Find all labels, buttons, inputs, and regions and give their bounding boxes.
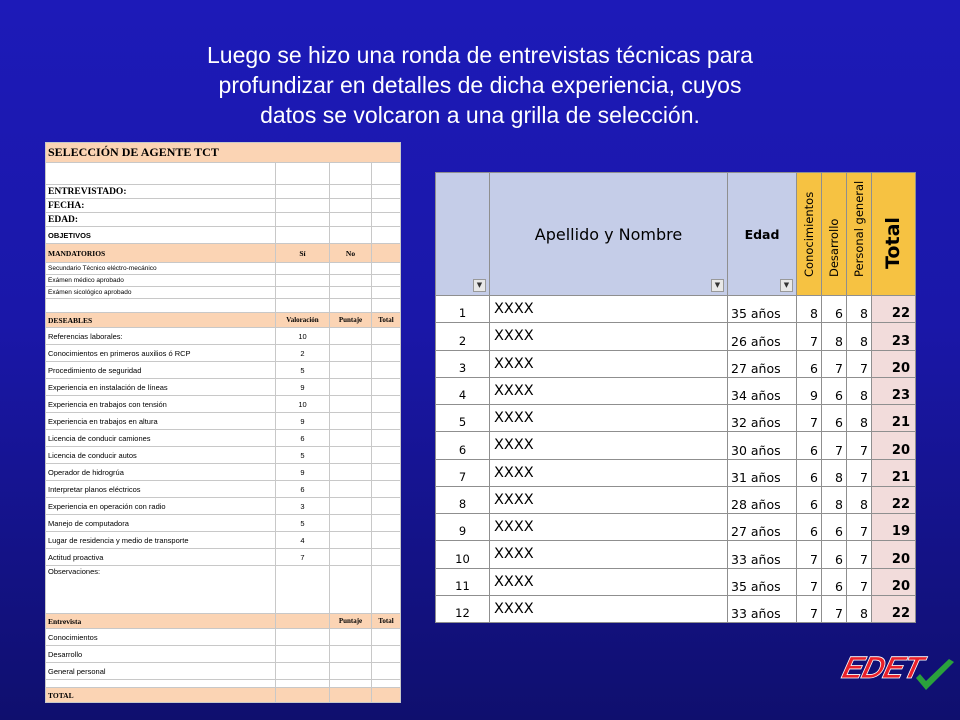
row-conocimientos: 6 bbox=[797, 486, 822, 513]
row-total: 22 bbox=[872, 486, 916, 513]
si-header: Sí bbox=[276, 244, 330, 263]
desirable-value: 7 bbox=[276, 549, 330, 566]
desirable-value: 6 bbox=[276, 430, 330, 447]
row-total: 23 bbox=[872, 323, 916, 350]
row-number: 4 bbox=[436, 377, 490, 404]
desirable-value: 10 bbox=[276, 328, 330, 345]
edet-logo bbox=[838, 648, 958, 694]
row-age: 33 años bbox=[728, 595, 797, 622]
desirable-item: Procedimiento de seguridad bbox=[46, 362, 276, 379]
form-title: SELECCIÓN DE AGENTE TCT bbox=[46, 143, 401, 163]
row-age: 35 años bbox=[728, 296, 797, 323]
puntaje-header: Puntaje bbox=[330, 313, 372, 328]
row-total: 20 bbox=[872, 350, 916, 377]
row-age: 34 años bbox=[728, 377, 797, 404]
personal-column-header bbox=[847, 173, 872, 296]
grid-row bbox=[436, 405, 916, 432]
fecha-label: FECHA: bbox=[46, 199, 276, 213]
heading-line-1: Luego se hizo una ronda de entrevistas técnicas para bbox=[207, 42, 753, 68]
row-personal: 8 bbox=[847, 486, 872, 513]
interview-item: General personal bbox=[46, 663, 276, 680]
row-total: 23 bbox=[872, 377, 916, 404]
row-personal: 7 bbox=[847, 459, 872, 486]
filter-dropdown-icon[interactable]: ▼ bbox=[473, 279, 486, 292]
desirable-item: Experiencia en trabajos con tensión bbox=[46, 396, 276, 413]
filter-dropdown-icon[interactable]: ▼ bbox=[711, 279, 724, 292]
row-conocimientos: 7 bbox=[797, 405, 822, 432]
row-name: XXXX bbox=[490, 350, 728, 377]
age-header-label: Edad bbox=[744, 226, 780, 242]
interview-item: Conocimientos bbox=[46, 629, 276, 646]
row-conocimientos: 6 bbox=[797, 459, 822, 486]
row-name: XXXX bbox=[490, 568, 728, 595]
desirable-value: 6 bbox=[276, 481, 330, 498]
row-total: 20 bbox=[872, 432, 916, 459]
row-personal: 7 bbox=[847, 514, 872, 541]
row-total: 21 bbox=[872, 405, 916, 432]
grid-row bbox=[436, 514, 916, 541]
row-conocimientos: 7 bbox=[797, 568, 822, 595]
grid-row bbox=[436, 541, 916, 568]
desirable-value: 5 bbox=[276, 362, 330, 379]
desirable-item: Experiencia en operación con radio bbox=[46, 498, 276, 515]
row-personal: 8 bbox=[847, 405, 872, 432]
edad-label: EDAD: bbox=[46, 213, 276, 227]
total-column-header bbox=[872, 173, 916, 296]
row-desarrollo: 7 bbox=[822, 432, 847, 459]
row-number: 11 bbox=[436, 568, 490, 595]
row-number: 10 bbox=[436, 541, 490, 568]
total-header: Total bbox=[372, 313, 401, 328]
row-conocimientos: 9 bbox=[797, 377, 822, 404]
name-header-label: Apellido y Nombre bbox=[534, 224, 683, 244]
grid-row bbox=[436, 377, 916, 404]
row-total: 20 bbox=[872, 541, 916, 568]
desirable-item: Conocimientos en primeros auxilios ó RCP bbox=[46, 345, 276, 362]
row-personal: 7 bbox=[847, 568, 872, 595]
grid-row bbox=[436, 459, 916, 486]
grid-row bbox=[436, 486, 916, 513]
row-desarrollo: 8 bbox=[822, 486, 847, 513]
row-name: XXXX bbox=[490, 323, 728, 350]
row-total: 22 bbox=[872, 595, 916, 622]
personal-header-label: Personal general bbox=[852, 180, 866, 277]
grid-row bbox=[436, 296, 916, 323]
row-number: 1 bbox=[436, 296, 490, 323]
row-desarrollo: 8 bbox=[822, 459, 847, 486]
desirable-item: Manejo de computadora bbox=[46, 515, 276, 532]
row-age: 33 años bbox=[728, 541, 797, 568]
row-conocimientos: 7 bbox=[797, 595, 822, 622]
desirable-item: Actitud proactiva bbox=[46, 549, 276, 566]
desirable-item: Experiencia en instalación de líneas bbox=[46, 379, 276, 396]
row-personal: 7 bbox=[847, 432, 872, 459]
row-name: XXXX bbox=[490, 514, 728, 541]
row-desarrollo: 6 bbox=[822, 377, 847, 404]
form-total-label: TOTAL bbox=[46, 688, 276, 703]
conocimientos-header-label: Conocimientos bbox=[802, 191, 816, 277]
row-personal: 7 bbox=[847, 350, 872, 377]
desirable-value: 10 bbox=[276, 396, 330, 413]
row-desarrollo: 7 bbox=[822, 350, 847, 377]
row-conocimientos: 6 bbox=[797, 432, 822, 459]
row-desarrollo: 8 bbox=[822, 323, 847, 350]
row-age: 27 años bbox=[728, 350, 797, 377]
grid-row bbox=[436, 595, 916, 622]
desirable-item: Licencia de conducir autos bbox=[46, 447, 276, 464]
heading-line-2: profundizar en detalles de dicha experiencia, cuyos bbox=[218, 72, 742, 98]
entrevista-total-header: Total bbox=[372, 614, 401, 629]
row-personal: 8 bbox=[847, 323, 872, 350]
row-number: 3 bbox=[436, 350, 490, 377]
row-conocimientos: 8 bbox=[797, 296, 822, 323]
grid-row bbox=[436, 350, 916, 377]
row-total: 22 bbox=[872, 296, 916, 323]
selection-grid bbox=[435, 172, 916, 623]
desirable-value: 5 bbox=[276, 515, 330, 532]
desirable-item: Experiencia en trabajos en altura bbox=[46, 413, 276, 430]
mandatory-item: Exámen sicológico aprobado bbox=[46, 287, 276, 299]
conocimientos-column-header bbox=[797, 173, 822, 296]
total-header-label: Total bbox=[881, 217, 904, 269]
grid-header-row bbox=[436, 173, 916, 296]
interview-item: Desarrollo bbox=[46, 646, 276, 663]
row-desarrollo: 6 bbox=[822, 405, 847, 432]
objetivos-label: OBJETIVOS bbox=[46, 227, 276, 244]
selection-form bbox=[45, 142, 401, 703]
mandatory-item: Exámen médico aprobado bbox=[46, 275, 276, 287]
filter-dropdown-icon[interactable]: ▼ bbox=[780, 279, 793, 292]
row-desarrollo: 6 bbox=[822, 514, 847, 541]
entrevistado-label: ENTREVISTADO: bbox=[46, 185, 276, 199]
row-personal: 8 bbox=[847, 595, 872, 622]
row-desarrollo: 6 bbox=[822, 568, 847, 595]
grid-row bbox=[436, 323, 916, 350]
no-header: No bbox=[330, 244, 372, 263]
row-number: 9 bbox=[436, 514, 490, 541]
desirable-item: Operador de hidrogrúa bbox=[46, 464, 276, 481]
grid-row bbox=[436, 432, 916, 459]
row-name: XXXX bbox=[490, 405, 728, 432]
row-age: 30 años bbox=[728, 432, 797, 459]
heading-line-3: datos se volcaron a una grilla de selección. bbox=[260, 102, 700, 128]
row-total: 21 bbox=[872, 459, 916, 486]
row-personal: 8 bbox=[847, 377, 872, 404]
mandatory-item: Secundario Técnico eléctro-mecánico bbox=[46, 263, 276, 275]
desarrollo-header-label: Desarrollo bbox=[827, 218, 841, 277]
desirable-value: 3 bbox=[276, 498, 330, 515]
row-number: 12 bbox=[436, 595, 490, 622]
row-name: XXXX bbox=[490, 377, 728, 404]
row-desarrollo: 7 bbox=[822, 595, 847, 622]
row-age: 27 años bbox=[728, 514, 797, 541]
row-desarrollo: 6 bbox=[822, 541, 847, 568]
row-total: 19 bbox=[872, 514, 916, 541]
logo-text: EDET bbox=[838, 650, 927, 685]
desirable-item: Licencia de conducir camiones bbox=[46, 430, 276, 447]
desirable-value: 5 bbox=[276, 447, 330, 464]
row-conocimientos: 6 bbox=[797, 514, 822, 541]
row-number: 7 bbox=[436, 459, 490, 486]
row-age: 32 años bbox=[728, 405, 797, 432]
row-number: 6 bbox=[436, 432, 490, 459]
row-personal: 7 bbox=[847, 541, 872, 568]
row-age: 28 años bbox=[728, 486, 797, 513]
desirable-value: 4 bbox=[276, 532, 330, 549]
name-column-header bbox=[490, 173, 728, 296]
row-name: XXXX bbox=[490, 541, 728, 568]
desirable-item: Referencias laborales: bbox=[46, 328, 276, 345]
row-age: 26 años bbox=[728, 323, 797, 350]
desirable-value: 9 bbox=[276, 379, 330, 396]
desirable-value: 2 bbox=[276, 345, 330, 362]
row-number: 8 bbox=[436, 486, 490, 513]
row-conocimientos: 7 bbox=[797, 323, 822, 350]
entrevista-puntaje-header: Puntaje bbox=[330, 614, 372, 629]
desirable-item: Interpretar planos eléctricos bbox=[46, 481, 276, 498]
slide-heading bbox=[100, 40, 860, 130]
row-age: 31 años bbox=[728, 459, 797, 486]
row-number: 5 bbox=[436, 405, 490, 432]
mandatorios-header: MANDATORIOS bbox=[46, 244, 276, 263]
desarrollo-column-header bbox=[822, 173, 847, 296]
row-conocimientos: 7 bbox=[797, 541, 822, 568]
row-total: 20 bbox=[872, 568, 916, 595]
row-age: 35 años bbox=[728, 568, 797, 595]
row-personal: 8 bbox=[847, 296, 872, 323]
deseables-header: DESEABLES bbox=[46, 313, 276, 328]
desirable-value: 9 bbox=[276, 464, 330, 481]
row-conocimientos: 6 bbox=[797, 350, 822, 377]
row-name: XXXX bbox=[490, 296, 728, 323]
row-desarrollo: 6 bbox=[822, 296, 847, 323]
row-name: XXXX bbox=[490, 486, 728, 513]
entrevista-header: Entrevista bbox=[46, 614, 276, 629]
row-name: XXXX bbox=[490, 459, 728, 486]
row-name: XXXX bbox=[490, 432, 728, 459]
number-column-header bbox=[436, 173, 490, 296]
desirable-item: Lugar de residencia y medio de transporte bbox=[46, 532, 276, 549]
grid-row bbox=[436, 568, 916, 595]
valoracion-header: Valoración bbox=[276, 313, 330, 328]
row-number: 2 bbox=[436, 323, 490, 350]
observaciones-label: Observaciones: bbox=[46, 566, 276, 614]
row-name: XXXX bbox=[490, 595, 728, 622]
age-column-header bbox=[728, 173, 797, 296]
desirable-value: 9 bbox=[276, 413, 330, 430]
